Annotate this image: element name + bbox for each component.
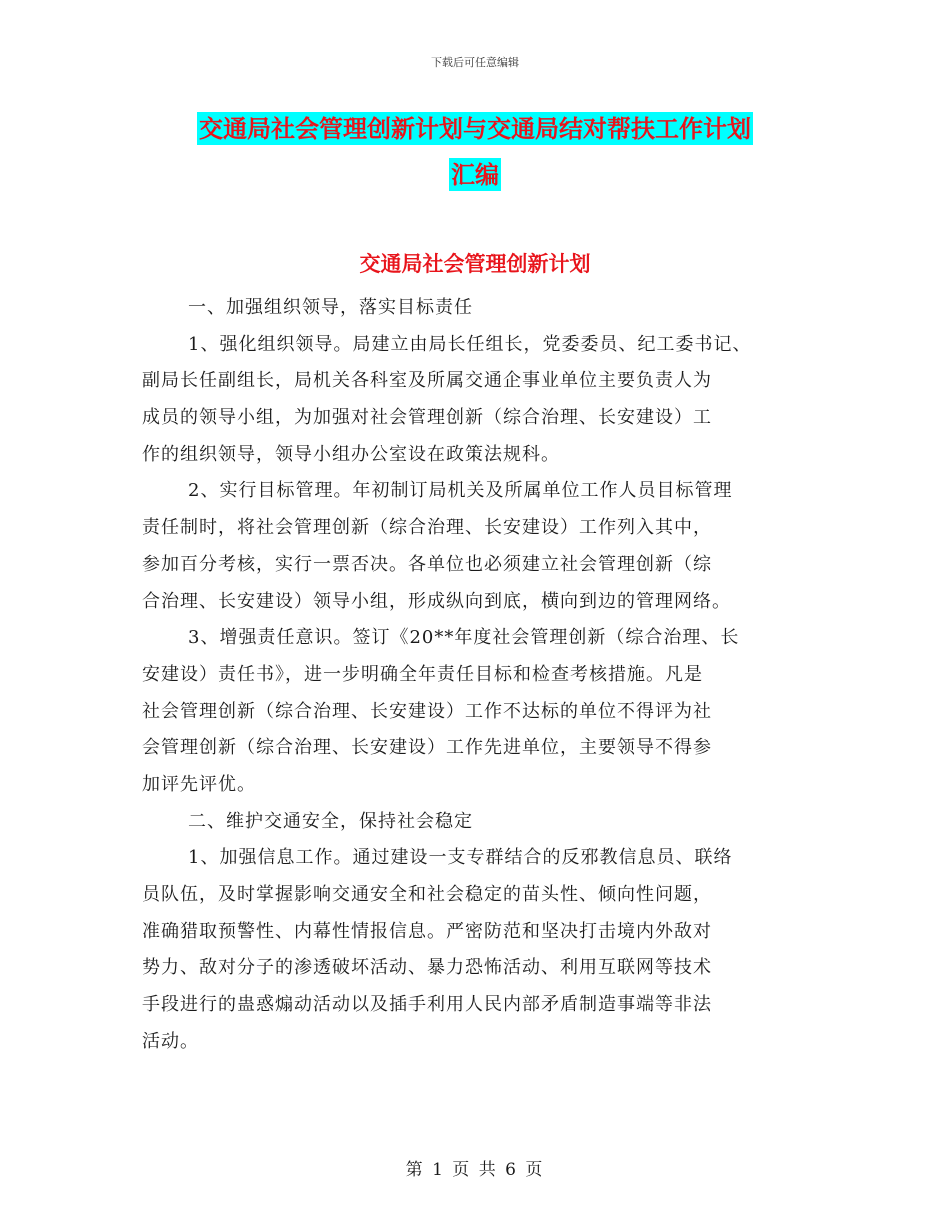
section-title: 交通局社会管理创新计划: [359, 251, 591, 276]
page-footer: 第 1 页 共 6 页: [405, 1160, 545, 1180]
paragraph-line: 势力、敌对分子的渗透破坏活动、暴力恐怖活动、利用互联网等技术: [142, 957, 712, 979]
paragraph-line: 准确猎取预警性、内幕性情报信息。严密防范和坚决打击境内外敌对: [142, 920, 712, 942]
paragraph-line: 参加百分考核，实行一票否决。各单位也必须建立社会管理创新（综: [142, 553, 712, 575]
paragraph-line: 安建设）责任书》，进一步明确全年责任目标和检查考核措施。凡是: [142, 663, 703, 685]
paragraph-line: 1、加强信息工作。通过建设一支专群结合的反邪教信息员、联络: [188, 847, 733, 869]
document-title-text-1: 交通局社会管理创新计划与交通局结对帮扶工作计划: [199, 114, 751, 143]
paragraph-line: 1、强化组织领导。局建立由局长任组长，党委委员、纪工委书记、: [188, 333, 752, 355]
paragraph-line: 副局长任副组长，局机关各科室及所属交通企事业单位主要负责人为: [142, 370, 712, 392]
paragraph-line: 作的组织领导，领导小组办公室设在政策法规科。: [142, 443, 560, 465]
paragraph-line: 2、实行目标管理。年初制订局机关及所属单位工作人员目标管理: [188, 480, 733, 502]
paragraph-line: 活动。: [142, 1030, 199, 1052]
document-title-line-2: [0, 158, 950, 192]
heading-1: 一、加强组织领导，落实目标责任: [188, 297, 473, 318]
paragraph-line: 合治理、长安建设）领导小组，形成纵向到底，横向到边的管理网络。: [142, 590, 731, 612]
paragraph-line: 会管理创新（综合治理、长安建设）工作先进单位，主要领导不得参: [142, 737, 712, 759]
heading-2: 二、维护交通安全，保持社会稳定: [188, 810, 473, 832]
paragraph-line: 员队伍，及时掌握影响交通安全和社会稳定的苗头性、倾向性问题，: [142, 884, 712, 905]
document-title-line-1: [0, 112, 950, 146]
paragraph-line: 手段进行的蛊惑煽动活动以及插手利用人民内部矛盾制造事端等非法: [142, 994, 712, 1016]
document-title-text-2: 汇编: [451, 160, 499, 189]
page-header: 下载后可任意编辑: [431, 56, 519, 69]
paragraph-line: 加评先评优。: [142, 773, 256, 795]
paragraph-line: 成员的领导小组，为加强对社会管理创新（综合治理、长安建设）工: [142, 407, 712, 429]
paragraph-line: 3、增强责任意识。签订《20**年度社会管理创新（综合治理、长: [188, 627, 740, 649]
paragraph-line: 责任制时，将社会管理创新（综合治理、长安建设）工作列入其中，: [142, 517, 712, 539]
document-body: [142, 290, 810, 1060]
paragraph-line: 社会管理创新（综合治理、长安建设）工作不达标的单位不得评为社: [142, 700, 712, 722]
